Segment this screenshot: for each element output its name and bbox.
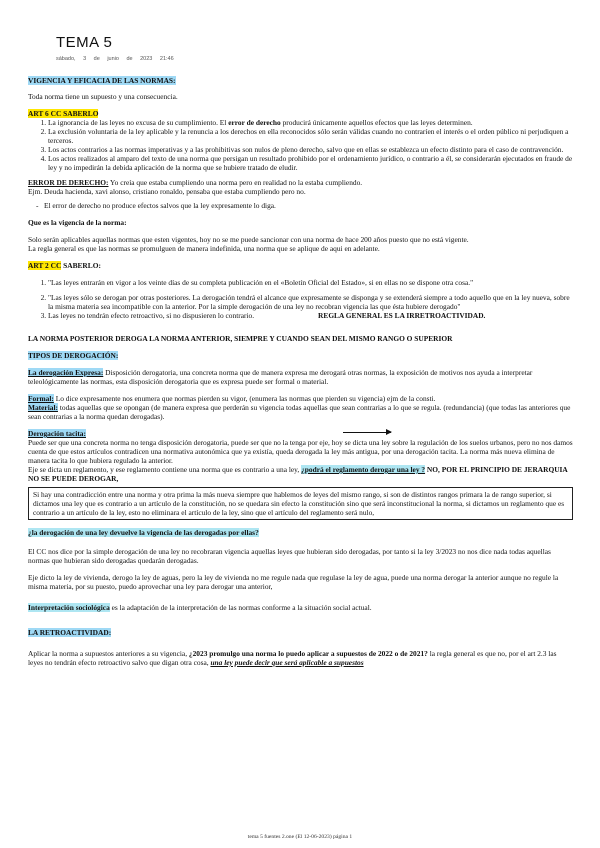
- list-item: 2. "Las leyes sólo se derogan por otras posteriores. La derogación tendrá el alcance que expresamente se disponga y se extenderá siempre a todo aquello que en la ley nueva, sobre la misma materia sea incompatible con la anterior. Por la simple derogación de una ley no recobran vigencia las que ésta hubiere derogado": [48, 293, 573, 311]
- section-heading-vigencia-norma: Que es la vigencia de la norma:: [28, 218, 127, 227]
- material: Material: todas aquellas que se opongan (de manera expresa que perderán su vigencia todas aquellas que sean contrarias a lo que se regula. (redundancia) (que todas las anteriores que sean contrarias a la norma quedan derogadas).: [28, 403, 571, 421]
- page-title: TEMA 5: [56, 34, 113, 51]
- error-example: Ejm. Deuda hacienda, xavi alonso, cristiano ronaldo, pensaba que estaba cumpliendo pero no.: [28, 187, 306, 196]
- list-item: 2. La exclusión voluntaria de la ley aplicable y la renuncia a los derechos en ella reconocidos sólo serán válidas cuando no contraríen el interés o el orden público ni perjudiquen a terceros.: [48, 127, 573, 145]
- paragraph: Aplicar la norma a supuestos anteriores a su vigencia, ¿2023 promulgo una norma lo puedo aplicar a supuestos de 2022 o de 2021? la regla general es que no, por el art 2.3 las leyes no tendrán efecto retroactivo salvo que digan otra cosa, una ley puede decir que será aplicable a supuestos: [28, 649, 557, 667]
- interpretacion: Interpretación sociológica es la adaptación de la interpretación de las normas conforme a la situación social actual.: [28, 603, 372, 612]
- paragraph: El CC nos dice por la simple derogación de una ley no recobraran vigencia aquellas leyes que hubieran sido derogadas, por tanto si la ley 3/2023 no nos dice nada todas aquellas normas que hubieran sido derogadas quedarán derogadas.: [28, 547, 551, 565]
- list-item: 1. La ignorancia de las leyes no excusa de su cumplimiento. El error de derecho producirá únicamente aquellos efectos que las leyes determinen.: [48, 118, 573, 127]
- paragraph: Eje se dicta un reglamento, y ese reglamento contiene una norma que es contrario a una ley, ¿podrá el reglamento derogar una ley ? NO, POR EL PRINCIPIO DE JERARQUIA NO SE PUEDE DEROGAR,: [28, 465, 568, 483]
- list-item: - El error de derecho no produce efectos salvos que la ley expresamente lo diga.: [36, 201, 276, 210]
- section-heading-art6: ART 6 CC SABERLO: [28, 109, 99, 118]
- note-box: Si hay una contradicción entre una norma y otra prima la más nueva siempre que hablemos de leyes del mismo rango, si son de distintos rangos primara la de rango superior, si dictamos una ley que es contrario a un artículo de la constitución, no se quedara sin efecto la constitución sino que será inconstitucional la norma, si dictamos un reglamento que es contrario a un artículo de la ley, esto no eliminara el artículo de la ley, sino que el artículo del reglamento será nulo,: [28, 487, 573, 520]
- page-footer: tema 5 fuentes 2.one (El 12-06-2023) página 1: [247, 834, 353, 840]
- paragraph: La regla general es que las normas se promulguen de manera indefinida, una norma que se aplique de aqui en adelante.: [28, 244, 380, 253]
- art2-list: [28, 278, 573, 320]
- error-derecho: ERROR DE DERECHO: Yo creía que estaba cumpliendo una norma pero en realidad no la estaba cumpliendo.: [28, 178, 363, 187]
- list-item: 3. Las leyes no tendrán efecto retroactivo, si no dispusieren lo contrario. REGLA GENERAL ES LA IRRETROACTIVIDAD.: [48, 311, 573, 320]
- paragraph: Puede ser que una concreta norma no tenga disposición derogatoria, puede ser que no la tenga por eje, hoy se dicta una ley sobre la regulación de los suelos urbanos, pero no nos damos cuenta de que estos artículos contradicen una normativa autonómica que ya existía, queda derogada la ley más antigua, por una derogación tacita. La norma más nueva elimina de manera tacita lo que hubiera regulado la anterior.: [28, 438, 573, 465]
- paragraph: Toda norma tiene un supuesto y una consecuencia.: [28, 92, 178, 101]
- section-heading-art2: ART 2 CC SABERLO:: [28, 261, 101, 270]
- list-item: 4. Los actos realizados al amparo del texto de una norma que persigan un resultado prohibido por el ordenamiento jurídico, o contrario a él, se considerarán ejecutados en fraude de ley y no impedirán la debida aplicación de la norma que se hubiere tratado de eludir.: [48, 154, 573, 172]
- section-heading-tipos: TIPOS DE DEROGACIÓN:: [28, 351, 119, 360]
- formal: Formal: Lo dice expresamente nos enumera que normas pierden su vigor, (enumera las normas que pierden su vigencia) ejm de la consti.: [28, 394, 436, 403]
- section-heading-vigencia: VIGENCIA Y EFICACIA DE LAS NORMAS:: [28, 76, 176, 85]
- list-item: 3. Los actos contrarios a las normas imperativas y a las prohibitivas son nulos de pleno derecho, salvo que en ellas se establezca un efecto distinto para el caso de contravención.: [48, 145, 573, 154]
- arrow-icon: [343, 432, 391, 433]
- document-body: [28, 76, 573, 667]
- section-heading-devuelve: ¿la derogación de una ley devuelve la vigencia de las derogadas por ellas?: [28, 528, 259, 537]
- page-date: sábado, 3 de junio de 2023 21:46: [56, 56, 174, 62]
- art6-list: [28, 118, 573, 172]
- paragraph: Solo serán aplicables aquellas normas que esten vigentes, hoy no se me puede sancionar con una norma de hace 200 años puesto que no está vigente.: [28, 235, 469, 244]
- paragraph: Eje dicto la ley de vivienda, derogo la ley de aguas, pero la ley de vivienda no me regule nada que regulase la ley de agua, puede una norma derogar la anterior aunque no regule la misma materia, por su puesto, puedo aprovechar una ley para derogar una anterior,: [28, 573, 559, 591]
- section-heading-retroactividad: LA RETROACTIVIDAD:: [28, 628, 112, 637]
- derogacion-expresa: La derogación Expresa: Disposición derogatoria, una concreta norma que de manera expresa me derogará otras normas, la exposición de motivos nos ayuda a interpretar teleológicamente las normas, esta disposición derogatoria que es expresa puede ser formal o material.: [28, 368, 533, 386]
- derogacion-tacita-heading: Derogación tacita:: [28, 429, 86, 438]
- rule-posterior: LA NORMA POSTERIOR DEROGA LA NORMA ANTERIOR, SIEMPRE Y CUANDO SEAN DEL MISMO RANGO O SUPERIOR: [28, 334, 453, 343]
- list-item: 1. "Las leyes entrarán en vigor a los veinte días de su completa publicación en el «Boletín Oficial del Estado», si en ellas no se dispone otra cosa.": [48, 278, 573, 287]
